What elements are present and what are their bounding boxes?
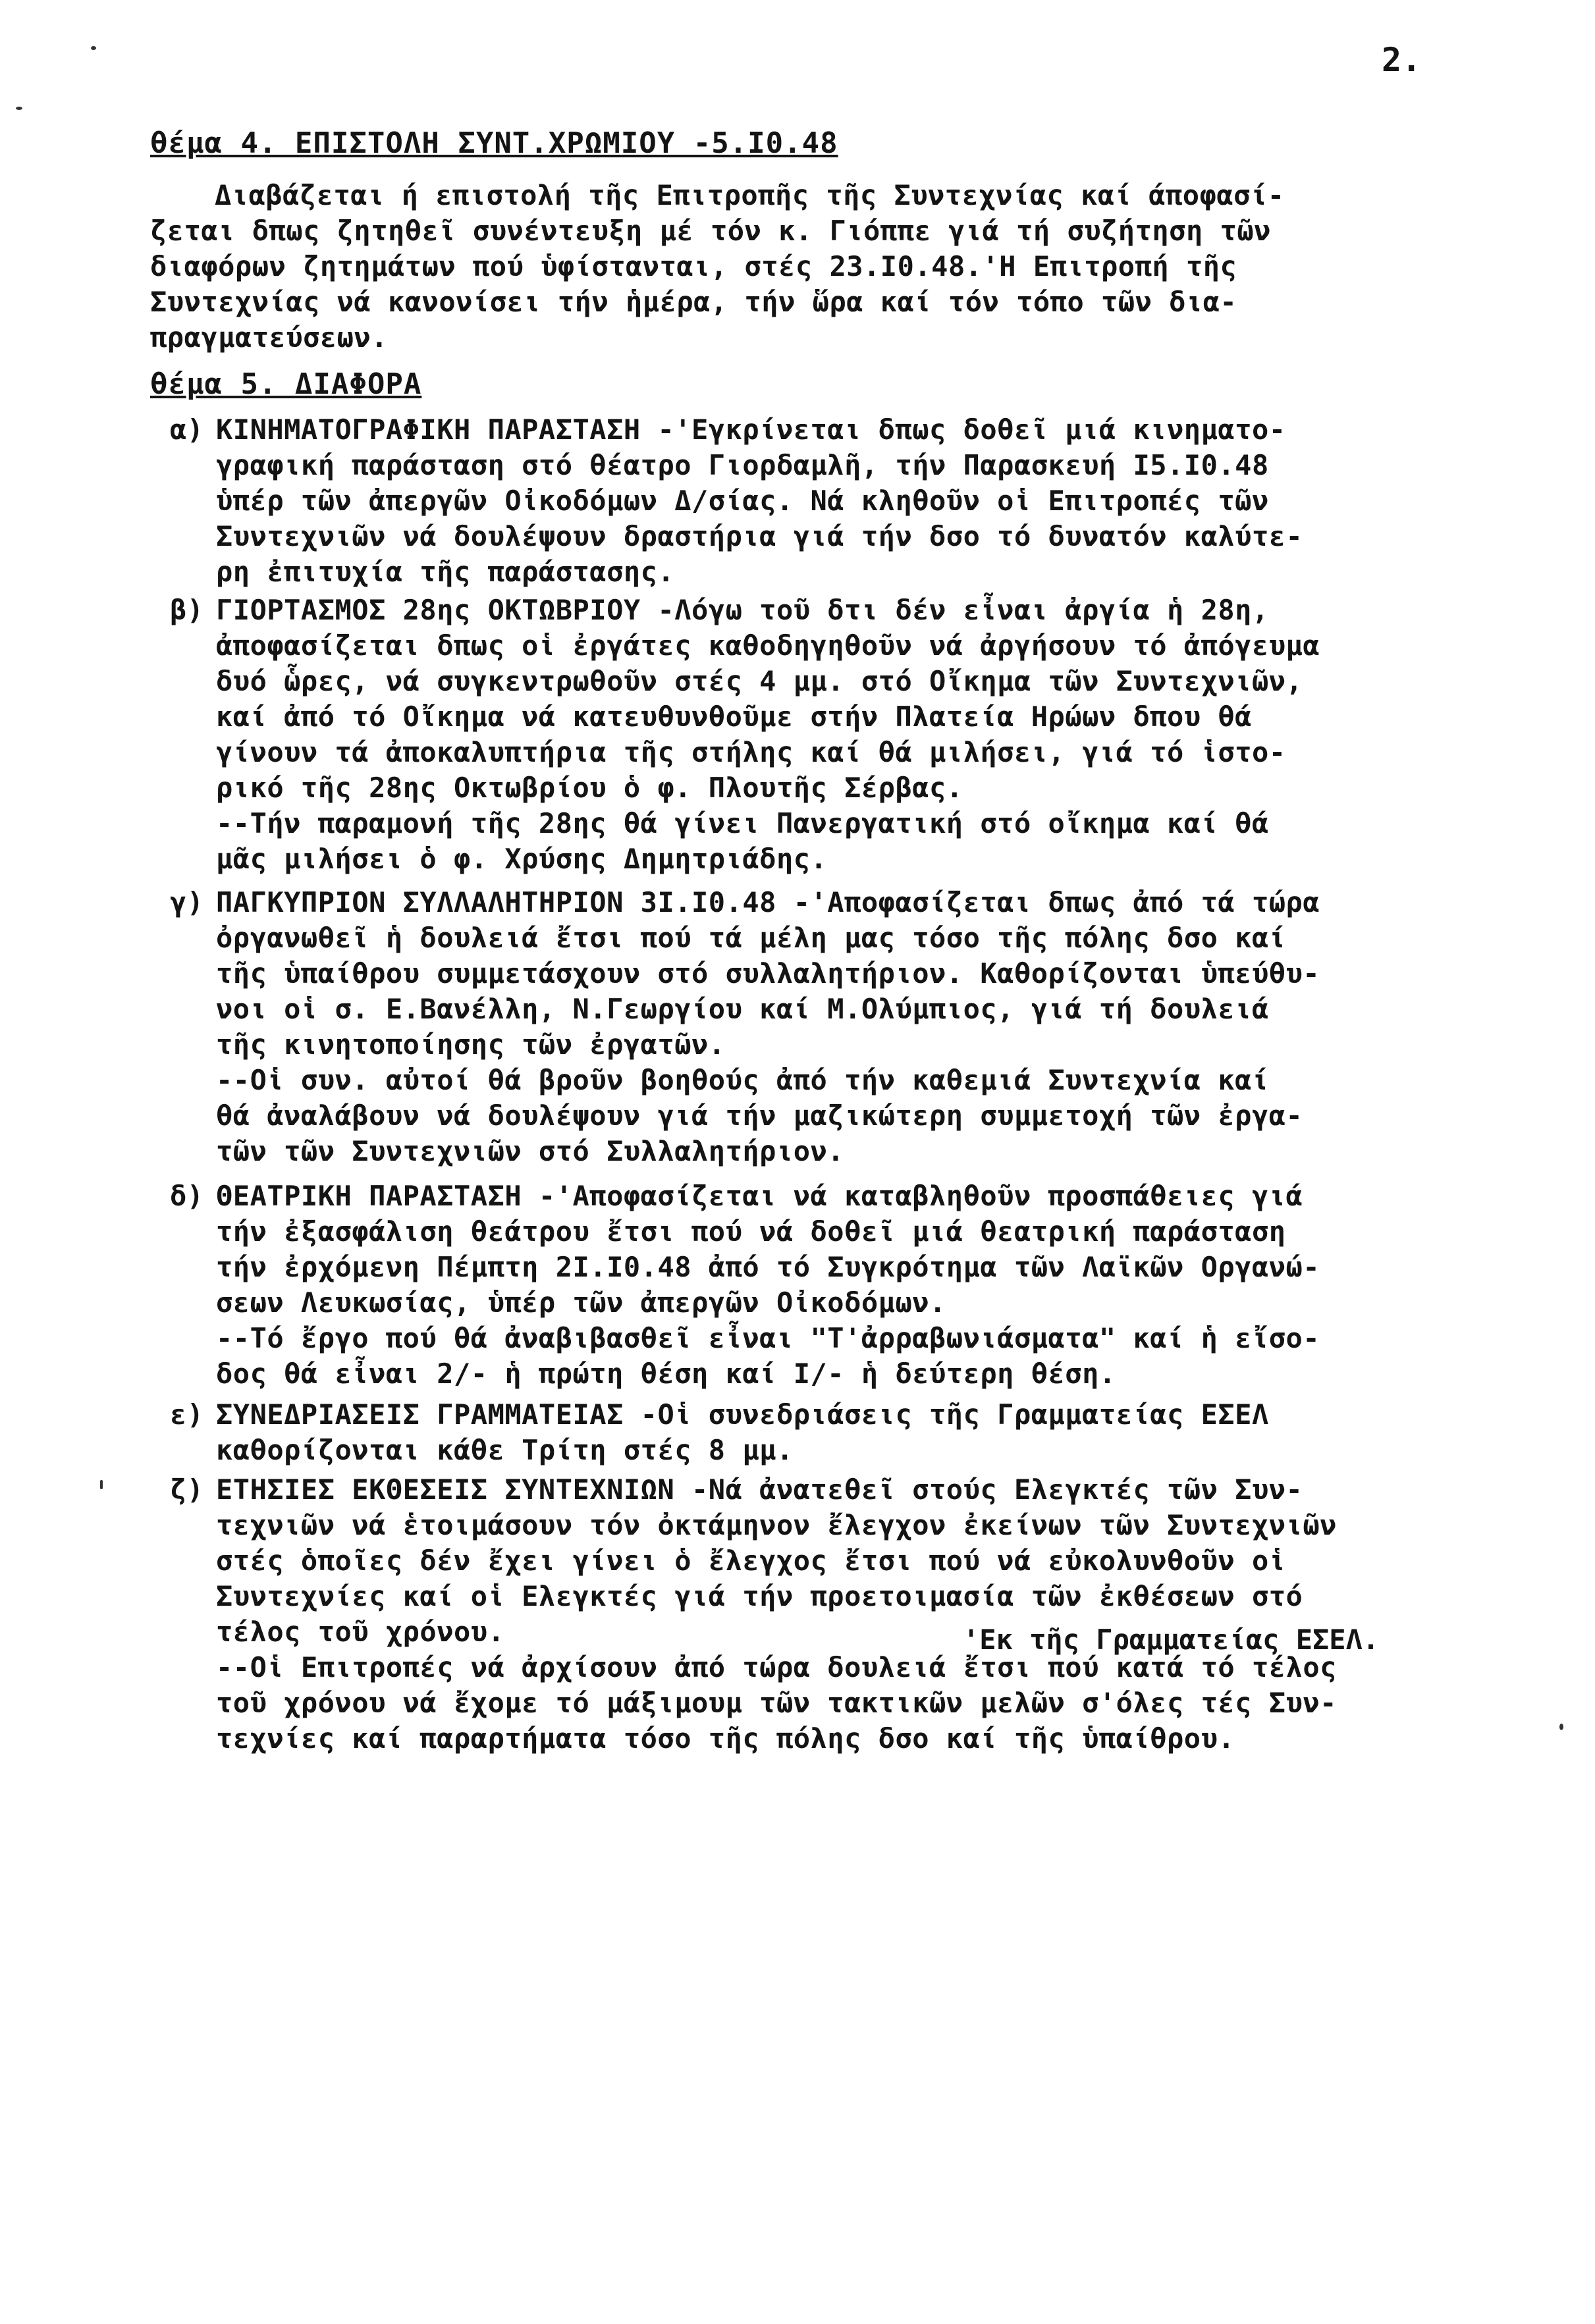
topic-5-heading: θέμα 5. ΔΙΑΦΟΡΑ [150,367,422,401]
page-number: 2. [1382,41,1422,79]
text-line: τήν ἐξασφάλιση θεάτρου ἔτσι πού νά δοθεῖ μιά θεατρική παράσταση [216,1215,1286,1248]
text-line: γραφική παράσταση στό θέατρο Γιορδαμλῆ, τήν Παρασκευή Ι5.Ι0.48 [216,449,1269,481]
text-line: σεων Λευκωσίας, ὑπέρ τῶν ἀπεργῶν Οἰκοδόμων. [216,1286,946,1319]
item-label: δ) [170,1180,204,1212]
text-line: μᾶς μιλήσει ὁ φ. Χρύσης Δημητριάδης. [216,843,828,875]
text-line: τήν ἐρχόμενη Πέμπτη 2Ι.Ι0.48 ἀπό τό Συγκρότημα τῶν Λαϊκῶν Οργανώ- [216,1251,1320,1283]
text-line: --Τήν παραμονή τῆς 28ης θά γίνει Πανεργατική στό οἴκημα καί θά [216,807,1269,839]
topic-4-heading: θέμα 4. ΕΠΙΣΤΟΛΗ ΣΥΝΤ.ΧΡΩΜΙΟΥ -5.Ι0.48 [150,126,838,160]
ink-speck [100,1480,103,1489]
text-line: ἀποφασίζεται δπως οἱ ἐργάτες καθοδηγηθοῦν νά ἀργήσουν τό ἀπόγευμα [216,629,1320,662]
text-line: θά ἀναλάβουν νά δουλέψουν γιά τήν μαζικώτερη συμμετοχή τῶν ἐργα- [216,1099,1303,1132]
ink-speck [1559,1724,1563,1730]
text-line: διαφόρων ζητημάτων πού ὑφίστανται, στές 23.Ι0.48.'Η Επιτροπή τῆς [150,250,1237,282]
text-line: ΕΤΗΣΙΕΣ ΕΚΘΕΣΕΙΣ ΣΥΝΤΕΧΝΙΩΝ -Νά ἀνατεθεῖ στούς Ελεγκτές τῶν Συν- [216,1473,1303,1506]
text-line: καθορίζονται κάθε Τρίτη στές 8 μμ. [216,1434,794,1466]
text-line: νοι οἱ σ. Ε.Βανέλλη, Ν.Γεωργίου καί Μ.Ολύμπιος, γιά τή δουλειά [216,993,1269,1025]
item-label: ζ) [170,1473,204,1506]
text-line: τεχνίες καί παραρτήματα τόσο τῆς πόλης δσο καί τῆς ὑπαίθρου. [216,1722,1235,1755]
item-label: γ) [170,886,204,918]
text-line: ΣΥΝΕΔΡΙΑΣΕΙΣ ΓΡΑΜΜΑΤΕΙΑΣ -Οἱ συνεδριάσεις τῆς Γραμματείας ΕΣΕΛ [216,1398,1269,1431]
text-line: ΠΑΓΚΥΠΡΙΟΝ ΣΥΛΛΑΛΗΤΗΡΙΟΝ 3Ι.Ι0.48 -'Αποφασίζεται δπως ἀπό τά τώρα [216,886,1320,918]
text-line: τῆς κινητοποίησης τῶν ἐργατῶν. [216,1028,726,1061]
text-line: ρικό τῆς 28ης Οκτωβρίου ὁ φ. Πλουτῆς Σέρβας. [216,772,963,804]
item-label: β) [170,594,204,626]
text-line: Διαβάζεται ή επιστολή τῆς Επιτροπῆς τῆς Συντεχνίας καί άποφασί- [215,179,1285,211]
text-line: Συντεχνιῶν νά δουλέψουν δραστήρια γιά τήν δσο τό δυνατόν καλύτε- [216,520,1303,552]
text-line: Συντεχνίες καί οἱ Ελεγκτές γιά τήν προετοιμασία τῶν ἐκθέσεων στό [216,1580,1303,1612]
text-line: τῶν τῶν Συντεχνιῶν στό Συλλαλητήριον. [216,1135,845,1167]
topic-4-body [150,178,1480,356]
text-line: τεχνιῶν νά ἑτοιμάσουν τόν ὀκτάμηνον ἔλεγχον ἐκείνων τῶν Συντεχνιῶν [216,1509,1337,1541]
item-label: α) [170,413,204,446]
text-line: ὑπέρ τῶν ἀπεργῶν Οἰκοδόμων Δ/σίας. Νά κληθοῦν οἱ Επιτροπές τῶν [216,485,1269,517]
text-line: πραγματεύσεων. [150,321,389,354]
text-line: στές ὁποῖες δέν ἔχει γίνει ὁ ἔλεγχος ἔτσι πού νά εὐκολυνθοῦν οἱ [216,1545,1286,1577]
text-line: δος θά εἶναι 2/- ἡ πρώτη θέση καί Ι/- ἡ δεύτερη θέση. [216,1358,1116,1390]
text-line: δυό ὧρες, νά συγκεντρωθοῦν στές 4 μμ. στό Οἴκημα τῶν Συντεχνιῶν, [216,665,1303,697]
item-label: ε) [170,1398,204,1431]
text-line: καί ἀπό τό Οἴκημα νά κατευθυνθοῦμε στήν Πλατεία Ηρώων δπου θά [216,700,1252,733]
text-line: ὀργανωθεῖ ἡ δουλειά ἔτσι πού τά μέλη μας τόσο τῆς πόλης δσο καί [216,922,1286,954]
text-line: ζεται δπως ζητηθεῖ συνέντευξη μέ τόν κ. Γιόππε γιά τή συζήτηση τῶν [150,215,1271,247]
text-line: --Οἱ Επιτροπές νά ἀρχίσουν ἀπό τώρα δουλειά ἔτσι πού κατά τό τέλος [216,1651,1337,1683]
text-line: --Οἱ συν. αὐτοί θά βροῦν βοηθούς ἀπό τήν καθεμιά Συντεχνία καί [216,1064,1269,1096]
signature: 'Εκ τῆς Γραμματείας ΕΣΕΛ. [963,1624,1380,1656]
text-line: ΘΕΑΤΡΙΚΗ ΠΑΡΑΣΤΑΣΗ -'Αποφασίζεται νά καταβληθοῦν προσπάθειες γιά [216,1180,1303,1212]
text-line: ρη ἐπιτυχία τῆς παράστασης. [216,556,675,588]
text-line: γίνουν τά ἀποκαλυπτήρια τῆς στήλης καί θά μιλήσει, γιά τό ἱστο- [216,736,1286,768]
text-line: τοῦ χρόνου νά ἔχομε τό μάξιμουμ τῶν τακτικῶν μελῶν σ'όλες τές Συν- [216,1687,1337,1719]
text-line: τέλος τοῦ χρόνου. [216,1616,505,1648]
text-line: ΓΙΟΡΤΑΣΜΟΣ 28ης ΟΚΤΩΒΡΙΟΥ -Λόγω τοῦ δτι δέν εἶναι ἀργία ἡ 28η, [216,594,1269,626]
text-line: Συντεχνίας νά κανονίσει τήν ἡμέρα, τήν ὥρα καί τόν τόπο τῶν δια- [150,286,1237,318]
text-line: ΚΙΝΗΜΑΤΟΓΡΑΦΙΚΗ ΠΑΡΑΣΤΑΣΗ -'Εγκρίνεται δπως δοθεῖ μιά κινηματο- [216,413,1286,446]
text-line: τῆς ὑπαίθρου συμμετάσχουν στό συλλαλητήριον. Καθορίζονται ὑπεύθυ- [216,957,1320,990]
ink-speck [16,107,22,110]
ink-speck [91,46,96,50]
text-line: --Τό ἔργο πού θά ἀναβιβασθεῖ εἶναι "Τ'ἀρραβωνιάσματα" καί ἡ εἴσο- [216,1322,1320,1354]
